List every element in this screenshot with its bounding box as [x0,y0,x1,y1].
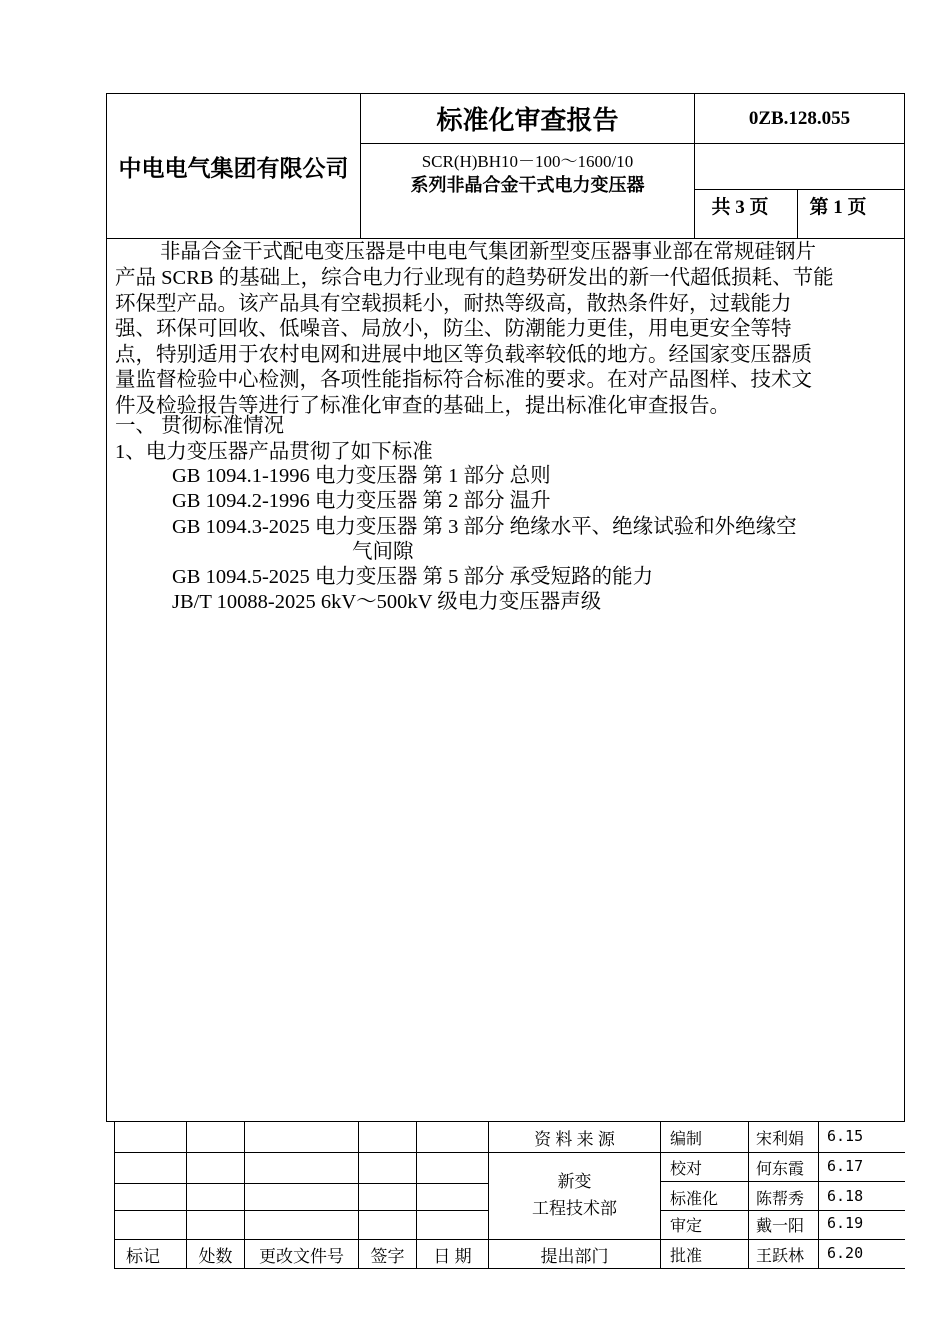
intro-line: 强、环保可回收、低噪音、局放小，防尘、防潮能力更佳，用电更安全等特 [115,318,792,340]
department-line: 工程技术部 [532,1198,617,1218]
standard-item: GB 1094.3-2025 电力变压器 第 3 部分 绝缘水平、绝缘试验和外绝缘空 [172,516,797,538]
approval-name: 何东霞 [756,1161,805,1178]
intro-line: 件及检验报告等进行了标准化审查的基础上，提出标准化审查报告。 [115,395,730,417]
approval-date: 6.19 [827,1214,864,1232]
approval-name: 陈帮秀 [756,1191,805,1208]
product-name: 系列非晶合金干式电力变压器 [410,175,645,196]
col-label-count: 处数 [198,1246,233,1266]
approval-date: 6.20 [827,1244,864,1262]
product-title [361,144,694,238]
approval-name: 戴一阳 [756,1218,805,1235]
col-label-change-doc: 更改文件号 [259,1246,344,1266]
department-line: 新变 [557,1171,592,1191]
approval-role: 审定 [670,1218,703,1235]
standard-item: GB 1094.5-2025 电力变压器 第 5 部分 承受短路的能力 [172,566,654,588]
col-label-mark: 标记 [126,1246,160,1266]
col-label-date: 日 期 [433,1246,472,1266]
approval-role: 编制 [670,1131,703,1148]
intro-line: 量监督检验中心检测，各项性能指标符合标准的要求。在对产品图样、技术文 [115,369,812,391]
standard-item: JB/T 10088-2025 6kV～500kV 级电力变压器声级 [172,591,602,613]
proposing-department [489,1153,660,1239]
standard-item: GB 1094.1-1996 电力变压器 第 1 部分 总则 [172,465,551,487]
total-pages: 共 3 页 [711,196,769,218]
section-heading: 一、 贯彻标准情况 [115,415,285,437]
doc-code: 0ZB.128.055 [748,107,851,129]
approval-role: 标准化 [670,1191,719,1208]
approval-role: 批准 [670,1248,703,1265]
approval-name: 宋利娟 [756,1131,805,1148]
approval-date: 6.15 [827,1127,864,1145]
standard-item-continued: 气间隙 [352,541,414,563]
approval-date: 6.17 [827,1157,864,1175]
col-label-signature: 签字 [370,1246,405,1266]
intro-line: 产品 SCRB 的基础上，综合电力行业现有的趋势研发出的新一代超低损耗、节能 [115,267,834,289]
approval-name: 王跃林 [756,1248,805,1265]
subsection-heading: 1、电力变压器产品贯彻了如下标准 [115,441,433,463]
source-label: 资 料 来 源 [534,1129,615,1149]
product-model: SCR(H)BH10－100～1600/10 [421,151,634,171]
intro-line: 环保型产品。该产品具有空载损耗小，耐热等级高，散热条件好，过载能力 [115,293,792,315]
intro-line: 点，特别适用于农村电网和进展中地区等负载率较低的地方。经国家变压器质 [115,344,812,366]
approval-role: 校对 [670,1161,703,1178]
col-label-department: 提出部门 [540,1246,609,1266]
company-name: 中电电气集团有限公司 [118,155,349,182]
page-number: 第 1 页 [809,196,867,218]
standard-item: GB 1094.2-1996 电力变压器 第 2 部分 温升 [172,490,551,512]
approval-date: 6.18 [827,1187,864,1205]
report-title: 标准化审查报告 [436,106,619,136]
intro-line: 非晶合金干式配电变压器是中电电气集团新型变压器事业部在常规硅钢片 [160,241,816,263]
